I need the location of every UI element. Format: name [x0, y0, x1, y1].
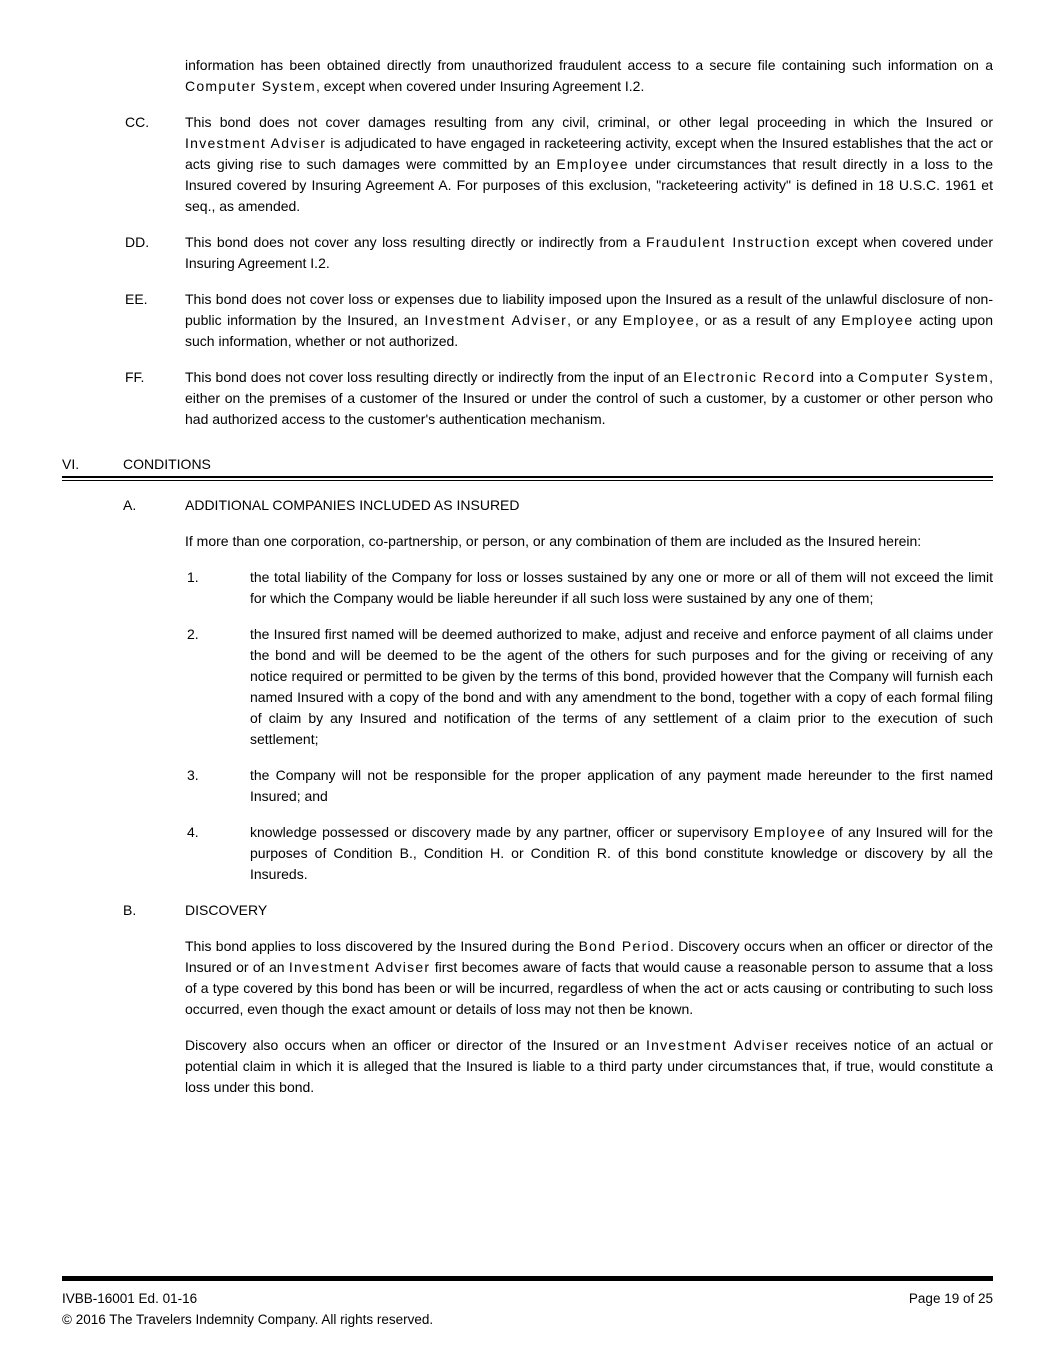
discovery-paragraph-1	[62, 936, 993, 1020]
text-run: Discovery also occurs when an officer or director of the Insured or an	[185, 1037, 646, 1053]
condition-a-item-2	[62, 624, 993, 750]
text-run: of any Insured will for the purposes of Condition B., Condition H. or Condition R. of this bond constitute knowledge or discovery by all the Insureds.	[250, 824, 993, 882]
item-label: DD.	[125, 234, 150, 250]
heading-title: CONDITIONS	[123, 456, 211, 472]
defined-term: Employee	[753, 824, 826, 840]
text-run: receives notice of an actual or potential claim in which it is alleged that the Insured is liable to a third party under circumstances that, if true, would constitute a loss under this bond.	[185, 1037, 993, 1095]
defined-term: Employee	[622, 312, 695, 328]
item-text	[185, 232, 993, 274]
item-label: 3.	[187, 767, 199, 783]
clause-dd	[62, 232, 993, 274]
item-label: FF.	[125, 369, 145, 385]
item-text	[250, 822, 993, 885]
form-number: IVBB-16001 Ed. 01-16	[62, 1291, 198, 1306]
item-label: 2.	[187, 626, 199, 642]
defined-term: Employee	[556, 156, 629, 172]
text-run: the Insured first named will be deemed authorized to make, adjust and receive and enforce payment of all claims under the bond and will be deemed to be the agent of the others for such purposes and for the giving or receiving of any notice required or permitted to be given by the terms of this bond, provided however that the Company will furnish each named Insured with a copy of the bond and with any amendment to the bond, together with a copy of each formal filing of claim by any Insured and notification of the terms of any settlement of a claim prior to the execution of such settlement;	[250, 626, 993, 747]
heading-line	[62, 454, 993, 475]
item-label: EE.	[125, 291, 148, 307]
defined-term: Investment Adviser	[424, 312, 568, 328]
footer-meta-row	[62, 1288, 993, 1309]
heading-label: VI.	[62, 456, 80, 472]
clause-cc	[62, 112, 993, 217]
text-run: the total liability of the Company for loss or losses sustained by any one or more or all of them will not exceed the limit for which the Company would be liable hereunder if all such loss were sustained by any one of them;	[250, 569, 993, 606]
clause-ff	[62, 367, 993, 430]
text-run: , except when covered under Insuring Agreement I.2.	[315, 78, 645, 94]
condition-a-item-3	[62, 765, 993, 807]
heading-label: B.	[123, 902, 137, 918]
condition-a-item-4	[62, 822, 993, 885]
text-run: the Company will not be responsible for the proper application of any payment made hereunder to the first named Insured; and	[250, 767, 993, 804]
item-text	[185, 936, 993, 1020]
item-text	[185, 531, 993, 552]
item-text	[185, 55, 993, 97]
text-run: acting upon such information, whether or not authorized.	[185, 312, 993, 349]
defined-term: Electronic Record	[683, 369, 816, 385]
heading-line	[62, 900, 993, 921]
condition-a-item-1	[62, 567, 993, 609]
text-run: except when covered under Insuring Agreement I.2.	[185, 234, 993, 271]
item-text	[250, 624, 993, 750]
copyright-notice: © 2016 The Travelers Indemnity Company. All rights reserved.	[62, 1312, 434, 1327]
heading-label: A.	[123, 497, 137, 513]
page-footer	[62, 1276, 993, 1330]
text-run: into a	[815, 369, 858, 385]
clause-continuation	[62, 55, 993, 97]
defined-term: Investment Adviser	[645, 1037, 790, 1053]
defined-term: Employee	[841, 312, 914, 328]
text-run: , or as a result of any	[694, 312, 842, 328]
discovery-paragraph-2	[62, 1035, 993, 1098]
defined-term: Investment Adviser	[288, 959, 431, 975]
subsection-a-heading	[62, 495, 993, 516]
item-text	[250, 567, 993, 609]
text-run: knowledge possessed or discovery made by any partner, officer or supervisory	[250, 824, 754, 840]
heading-title: ADDITIONAL COMPANIES INCLUDED AS INSURED	[185, 497, 520, 513]
text-run: is adjudicated to have engaged in racketeering activity, except when the Insured establishes that the act or acts giving rise to such damages were committed by an	[185, 135, 993, 172]
page-indicator: Page 19 of 25	[908, 1291, 993, 1306]
text-run: This bond does not cover damages resulting from any civil, criminal, or other legal proceeding in which the Insured or	[185, 114, 993, 130]
defined-term: Computer System	[857, 369, 990, 385]
text-run: This bond applies to loss discovered by the Insured during the	[185, 938, 579, 954]
item-label: CC.	[125, 114, 150, 130]
text-run: information has been obtained directly from unauthorized fraudulent access to a secure file containing such information on a	[185, 57, 993, 73]
text-run: This bond does not cover loss or expenses due to liability imposed upon the Insured as a result of the unlawful disclosure of non-public information by the Insured, an	[185, 291, 993, 328]
text-run: This bond does not cover any loss resulting directly or indirectly from a	[185, 234, 647, 250]
item-text	[185, 112, 993, 217]
item-text	[250, 765, 993, 807]
item-text	[185, 289, 993, 352]
subsection-b-heading	[62, 900, 993, 921]
text-run: first becomes aware of facts that would cause a reasonable person to assume that a loss of a type covered by this bond has been or will be incurred, regardless of when the act or acts causing or contributing to such loss occurred, even though the exact amount or details of loss may not then be known.	[185, 959, 993, 1017]
footer-rule	[62, 1276, 993, 1281]
item-text	[185, 1035, 993, 1098]
section-rule-thick	[62, 476, 993, 478]
section-vi-conditions	[62, 454, 993, 481]
item-text	[185, 367, 993, 430]
item-label: 1.	[187, 569, 199, 585]
clause-ee	[62, 289, 993, 352]
text-run: under circumstances that result directly in a loss to the Insured covered by Insuring Agreement A. For purposes of this exclusion, "racketeering activity" is defined in 18 U.S.C. 1961 et seq., as amended.	[185, 156, 993, 214]
heading-line	[62, 495, 993, 516]
text-run: This bond does not cover loss resulting directly or indirectly from the input of an	[185, 369, 684, 385]
text-run: . Discovery occurs when an officer or director of the Insured or of an	[185, 938, 993, 975]
document-body	[62, 55, 993, 1098]
defined-term: Investment Adviser	[185, 135, 327, 151]
subsection-a-intro	[62, 531, 993, 552]
defined-term: Computer System	[185, 78, 316, 94]
text-run: , or any	[567, 312, 623, 328]
defined-term: Bond Period	[578, 938, 670, 954]
section-rule-thin	[62, 480, 993, 481]
text-run: If more than one corporation, co-partnership, or person, or any combination of them are included as the Insured herein:	[185, 533, 922, 549]
text-run: , either on the premises of a customer of the Insured or under the control of such a customer, by a customer or other person who had authorized access to the customer's authentication mechanism.	[185, 369, 993, 427]
defined-term: Fraudulent Instruction	[646, 234, 811, 250]
item-label: 4.	[187, 824, 199, 840]
heading-title: DISCOVERY	[185, 902, 268, 918]
